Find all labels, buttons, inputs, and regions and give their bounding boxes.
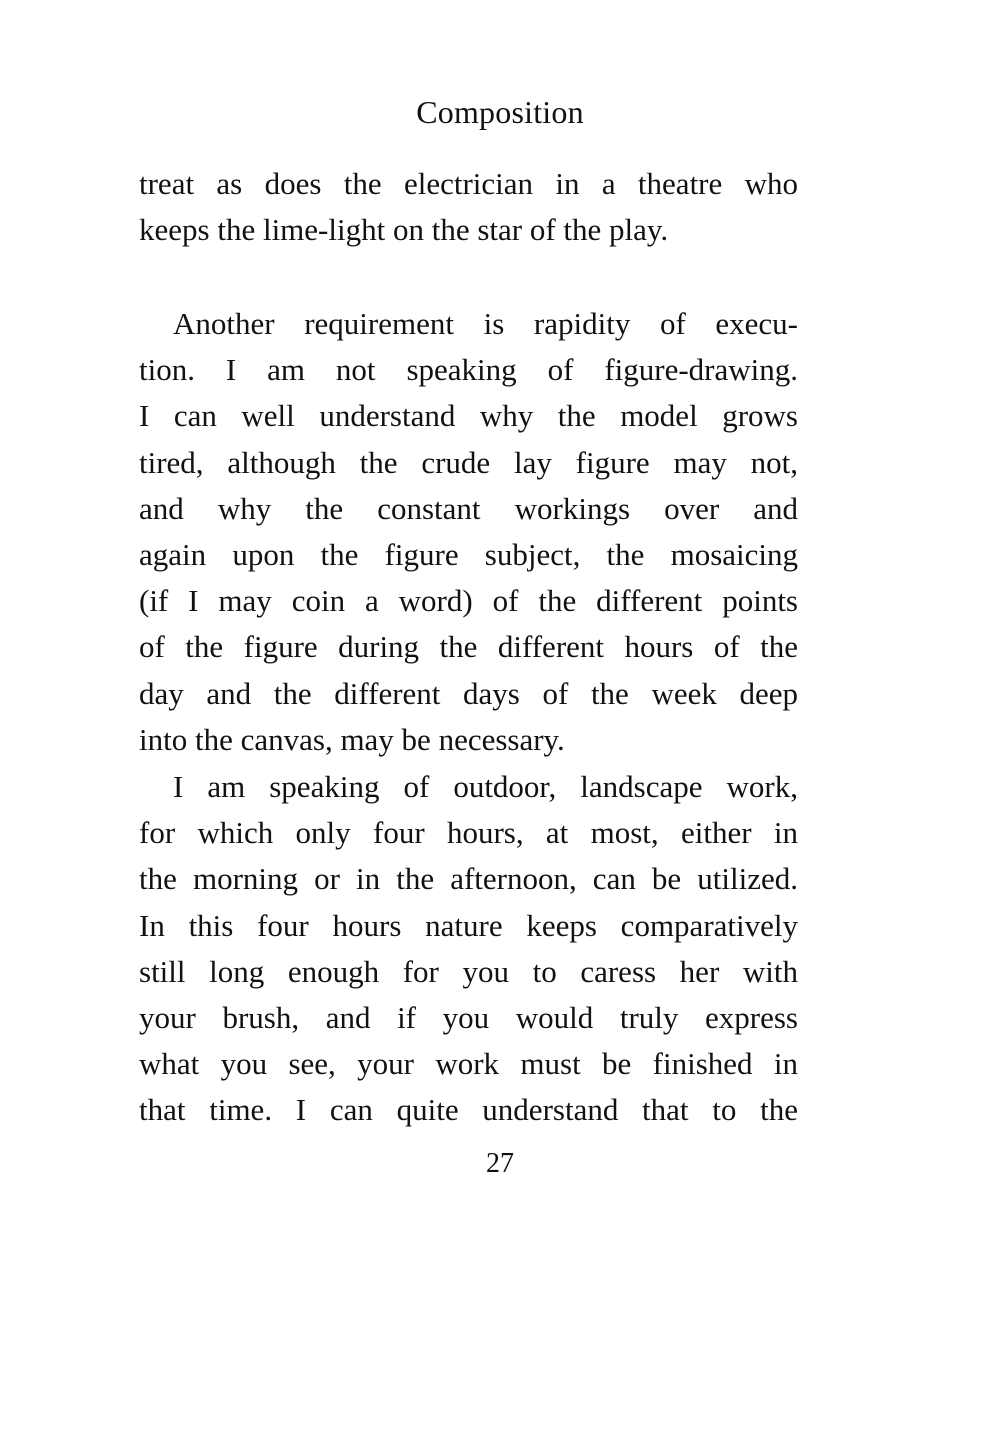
text-line: keeps the lime-light on the star of the play. — [139, 212, 669, 248]
text-line: (if I may coin a word) of the different points — [139, 583, 798, 619]
running-head: Composition — [416, 94, 584, 130]
text-line: of the figure during the different hours of the — [139, 629, 798, 665]
paragraph-continuation — [139, 161, 798, 253]
text-line: and why the constant workings over and — [139, 490, 798, 526]
text-line: tion. I am not speaking of figure-drawing. — [139, 352, 798, 388]
text-line: treat as does the electrician in a theatre who — [139, 166, 798, 201]
text-line: I can well understand why the model grows — [139, 398, 798, 434]
text-line: what you see, your work must be finished in — [139, 1046, 798, 1082]
text-line: I am speaking of outdoor, landscape work, — [173, 769, 798, 804]
text-line: that time. I can quite understand that to the — [139, 1092, 798, 1128]
page-number: 27 — [486, 1148, 514, 1179]
text-line: day and the different days of the week deep — [139, 675, 798, 711]
text-line: Another requirement is rapidity of execu- — [173, 306, 798, 341]
text-line: again upon the figure subject, the mosaicing — [139, 536, 798, 572]
text-line: still long enough for you to caress her with — [139, 953, 798, 989]
text-line: into the canvas, may be necessary. — [139, 721, 565, 757]
text-line: your brush, and if you would truly express — [139, 999, 798, 1035]
text-line: the morning or in the afternoon, can be utilized. — [139, 861, 798, 897]
text-line: In this four hours nature keeps comparatively — [139, 907, 798, 943]
paragraph-outdoor — [139, 764, 798, 1134]
paragraph-rapidity — [139, 301, 798, 763]
text-line: for which only four hours, at most, either in — [139, 815, 798, 851]
text-line: tired, although the crude lay figure may not, — [139, 444, 798, 480]
